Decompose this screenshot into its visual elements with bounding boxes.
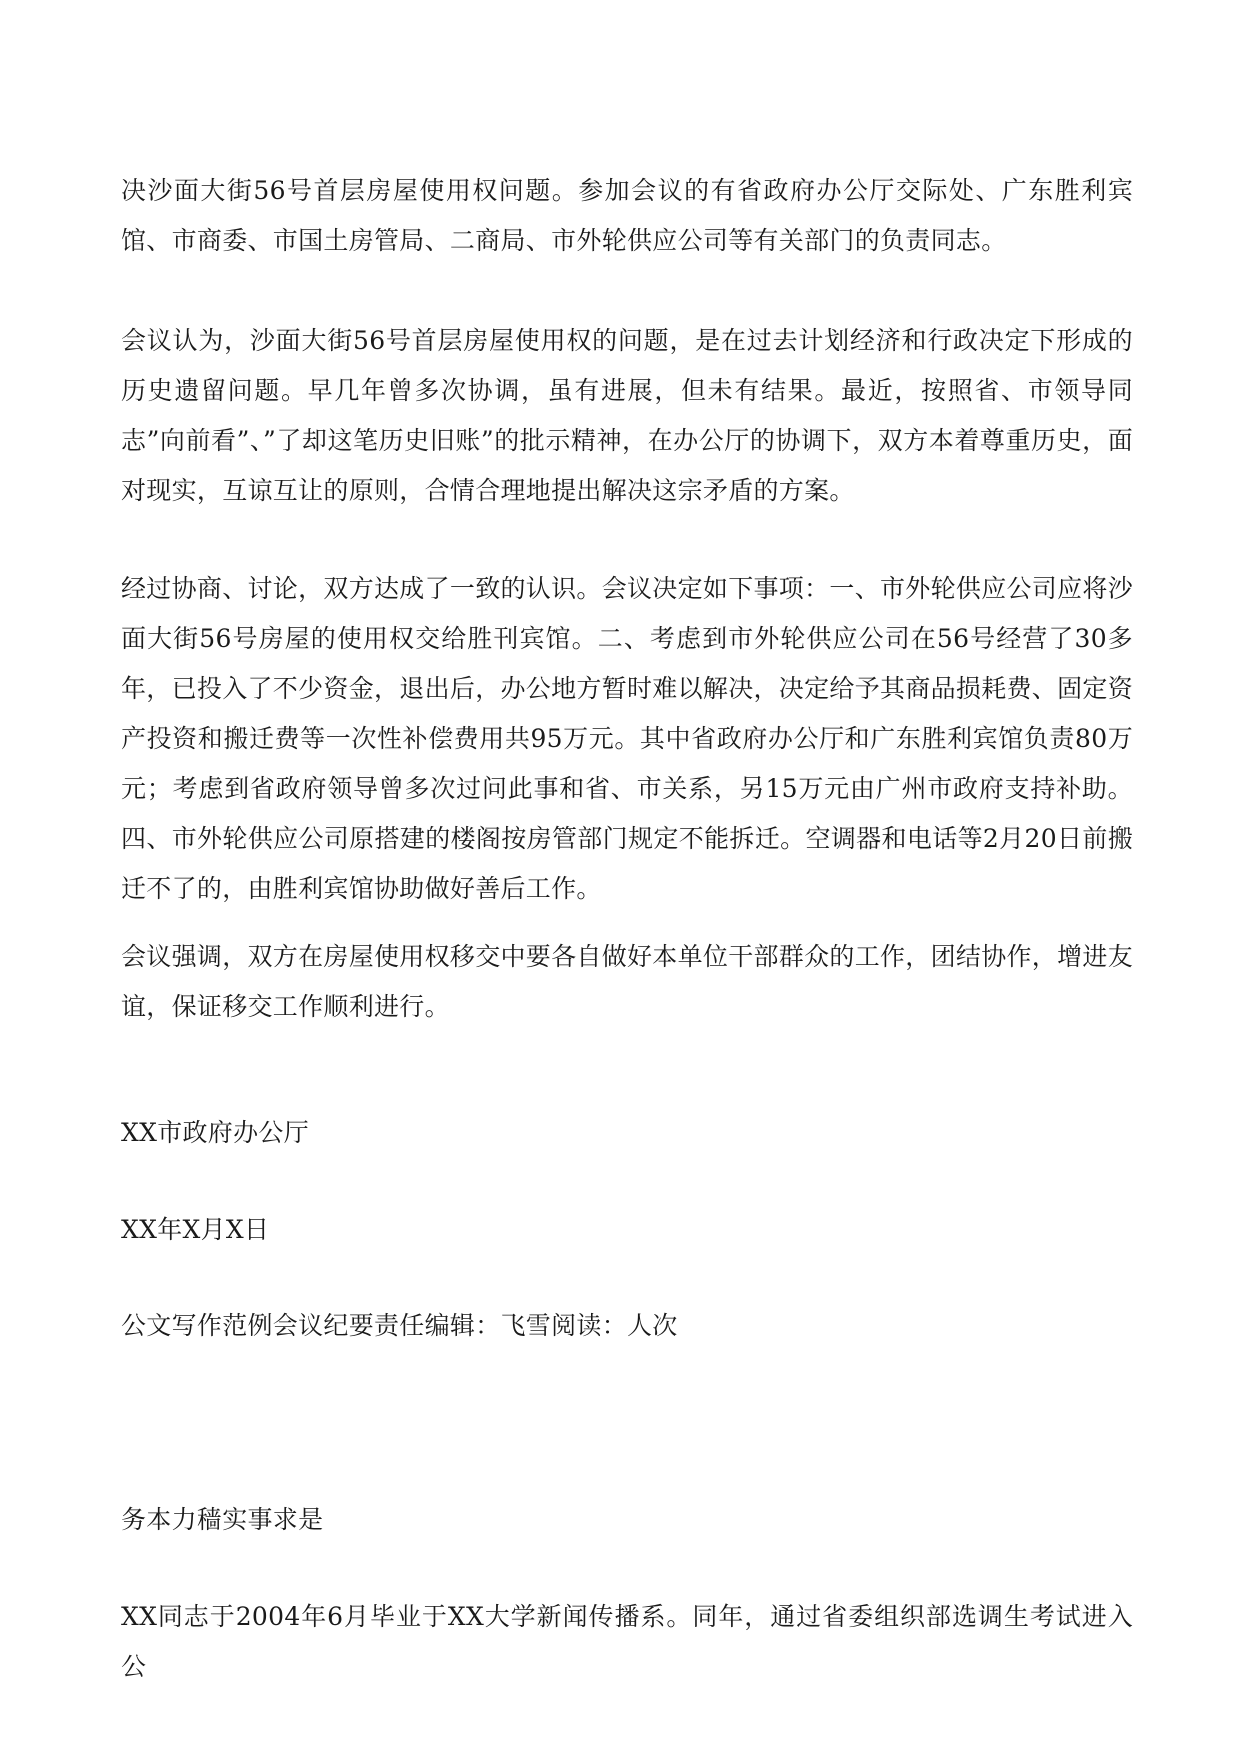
paragraph-meeting-opinion: 会议认为，沙面大街56号首层房屋使用权的问题，是在过去计划经济和行政决定下形成的历史遗留问题。早几年曾多次协调，虽有进展，但未有结果。最近，按照省、市领导同志”向前看”、”了却这笔历史旧账”的批示精神，在办公厅的协调下，双方本着尊重历史，面对现实，互谅互让的原则，合情合理地提出解决这宗矛盾的方案。 — [121, 326, 1133, 505]
next-article-paragraph: XX同志于2004年6月毕业于XX大学新闻传播系。同年，通过省委组织部选调生考试进入公 — [121, 1602, 1133, 1681]
editor-footer-line: 公文写作范例会议纪要责任编辑：飞雪阅读：人次 — [121, 1311, 678, 1340]
paragraph-meeting-decisions: 经过协商、讨论，双方达成了一致的认识。会议决定如下事项：一、市外轮供应公司应将沙面大街56号房屋的使用权交给胜刊宾馆。二、考虑到市外轮供应公司在56号经营了30多年，已投入了不少资金，退出后，办公地方暂时难以解决，决定给予其商品损耗费、固定资产投资和搬迁费等一次性补偿费用共95万元。其中省政府办公厅和广东胜利宾馆负责80万元；考虑到省政府领导曾多次过问此事和省、市关系，另15万元由广州市政府支持补助。四、市外轮供应公司原搭建的楼阁按房管部门规定不能拆迁。空调器和电话等2月20日前搬迁不了的，由胜利宾馆协助做好善后工作。 — [121, 574, 1134, 903]
signature-organization: XX市政府办公厅 — [121, 1118, 309, 1147]
next-article-title: 务本力穑实事求是 — [121, 1505, 324, 1534]
paragraph-meeting-emphasis: 会议强调，双方在房屋使用权移交中要各自做好本单位干部群众的工作，团结协作，增进友谊，保证移交工作顺利进行。 — [121, 942, 1134, 1021]
signature-date: XX年X月X日 — [121, 1215, 270, 1244]
paragraph-meeting-purpose: 决沙面大街56号首层房屋使用权问题。参加会议的有省政府办公厅交际处、广东胜利宾馆、市商委、市国土房管局、二商局、市外轮供应公司等有关部门的负责同志。 — [121, 176, 1133, 255]
